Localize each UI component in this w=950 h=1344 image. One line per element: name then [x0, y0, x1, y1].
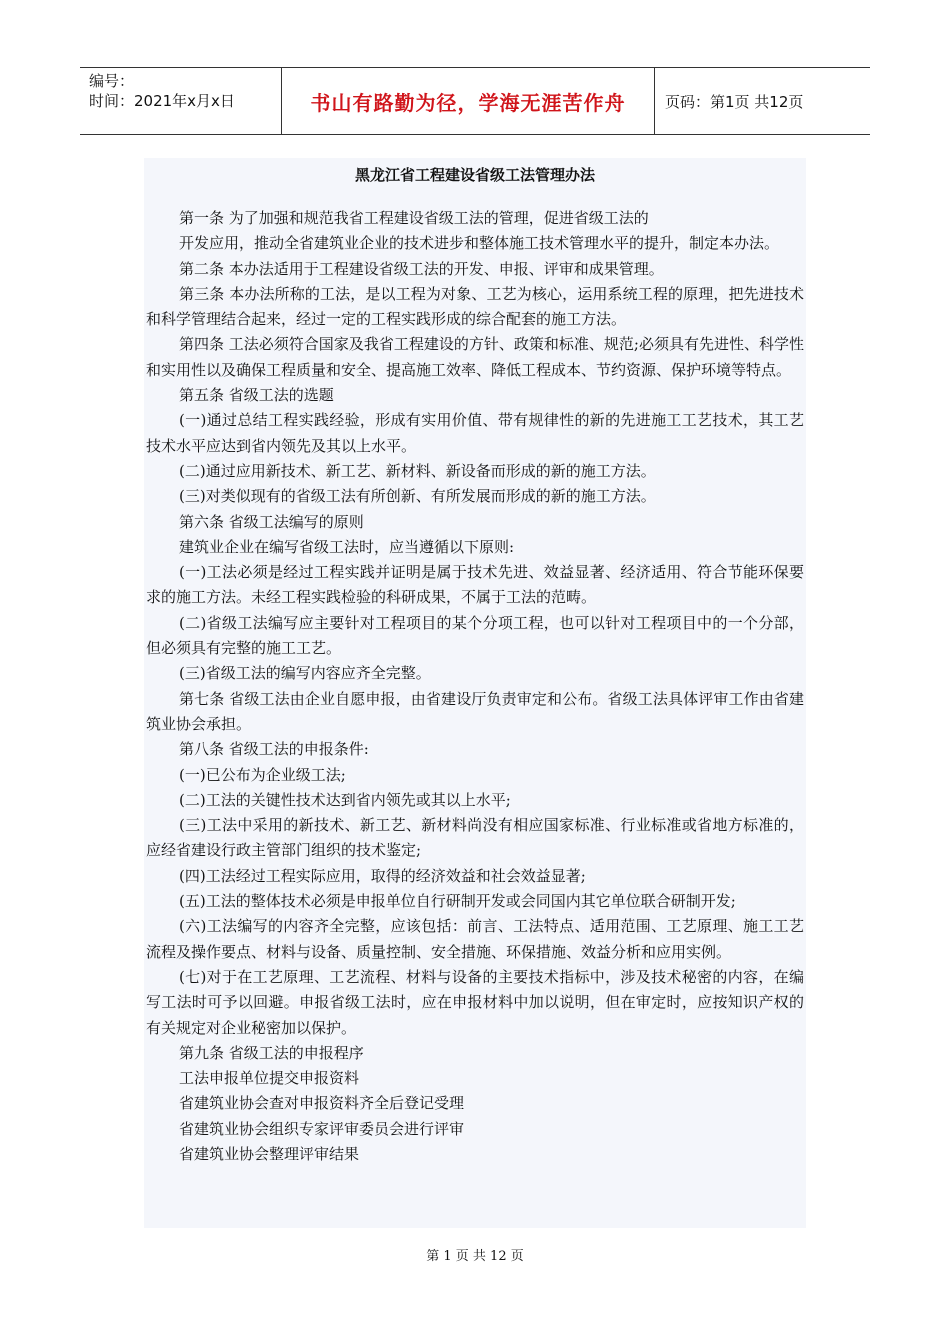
paragraph: 第九条 省级工法的申报程序	[179, 1043, 364, 1062]
paragraph: (六)工法编写的内容齐全完整，应该包括：前言、工法特点、适用范围、工艺原理、施工工艺流程及操作要点、材料与设备、质量控制、安全措施、环保措施、效益分析和应用实例。	[146, 917, 804, 961]
paragraph: 第四条 工法必须符合国家及我省工程建设的方针、政策和标准、规范;必须具有先进性、科学性和实用性以及确保工程质量和安全、提高施工效率、降低工程成本、节约资源、保护环境等特点。	[146, 335, 804, 379]
paragraph: 建筑业企业在编写省级工法时，应当遵循以下原则:	[179, 537, 515, 556]
motto-text: 书山有路勤为径，学海无涯苦作舟	[310, 90, 626, 115]
paragraph: (三)对类似现有的省级工法有所创新、有所发展而形成的新的施工方法。	[179, 487, 656, 506]
paragraph: 开发应用，推动全省建筑业企业的技术进步和整体施工技术管理水平的提升，制定本办法。	[179, 234, 780, 253]
paragraph: 省建筑业协会整理评审结果	[179, 1144, 360, 1163]
paragraph: (一)已公布为企业级工法;	[179, 765, 346, 784]
paragraph: 工法申报单位提交申报资料	[179, 1069, 360, 1088]
number-label: 编号：	[89, 72, 135, 90]
document-body	[144, 158, 806, 1228]
paragraph: (三)工法中采用的新技术、新工艺、新材料尚没有相应国家标准、行业标准或省地方标准的，应经省建设行政主管部门组织的技术鉴定;	[146, 816, 804, 860]
document-title: 黑龙江省工程建设省级工法管理办法	[354, 166, 595, 184]
paragraph: 第七条 省级工法由企业自愿申报，由省建设厅负责审定和公布。省级工法具体评审工作由省建筑业协会承担。	[146, 689, 804, 733]
paragraph: 第八条 省级工法的申报条件:	[179, 740, 369, 759]
paragraph: (七)对于在工艺原理、工艺流程、材料与设备的主要技术指标中，涉及技术秘密的内容，在编写工法时可予以回避。申报省级工法时，应在申报材料中加以说明，但在审定时，应按知识产权的有关规定对企业秘密加以保护。	[146, 967, 804, 1037]
paragraph: (二)工法的关键性技术达到省内领先或其以上水平;	[179, 790, 511, 809]
header-motto-cell	[282, 68, 655, 134]
header-page-cell	[655, 68, 870, 134]
paragraph: 第一条 为了加强和规范我省工程建设省级工法的管理，促进省级工法的	[179, 209, 649, 227]
paragraph: (四)工法经过工程实际应用，取得的经济效益和社会效益显著;	[179, 866, 586, 885]
paragraph: 省建筑业协会查对申报资料齐全后登记受理	[179, 1094, 465, 1113]
paragraph: (一)工法必须是经过工程实践并证明是属于技术先进、效益显著、经济适用、符合节能环保要求的施工方法。未经工程实践检验的科研成果，不属于工法的范畴。	[146, 563, 804, 607]
paragraph-list	[146, 206, 804, 1167]
page-header	[80, 67, 870, 135]
header-left-cell	[80, 68, 282, 134]
paragraph: 第二条 本办法适用于工程建设省级工法的开发、申报、评审和成果管理。	[179, 259, 664, 278]
page-info: 页码：第1页 共12页	[665, 92, 804, 111]
paragraph: (一)通过总结工程实践经验，形成有实用价值、带有规律性的新的先进施工工艺技术，其工艺技术水平应达到省内领先及其以上水平。	[146, 411, 804, 455]
paragraph: 第五条 省级工法的选题	[179, 386, 334, 405]
page-footer: 第 1 页 共 12 页	[426, 1249, 524, 1264]
paragraph: 第三条 本办法所称的工法，是以工程为对象、工艺为核心，运用系统工程的原理，把先进技术和科学管理结合起来，经过一定的工程实践形成的综合配套的施工方法。	[146, 284, 804, 329]
time-label: 时间：2021年x月x日	[89, 92, 235, 110]
paragraph: (五)工法的整体技术必须是申报单位自行研制开发或会同国内其它单位联合研制开发;	[179, 892, 736, 911]
paragraph: (三)省级工法的编写内容应齐全完整。	[179, 664, 431, 683]
paragraph: (二)省级工法编写应主要针对工程项目的某个分项工程，也可以针对工程项目中的一个分部，但必须具有完整的施工工艺。	[146, 613, 804, 658]
paragraph: 第六条 省级工法编写的原则	[179, 512, 364, 531]
paragraph: 省建筑业协会组织专家评审委员会进行评审	[179, 1119, 465, 1138]
paragraph: (二)通过应用新技术、新工艺、新材料、新设备而形成的新的施工方法。	[179, 461, 656, 480]
